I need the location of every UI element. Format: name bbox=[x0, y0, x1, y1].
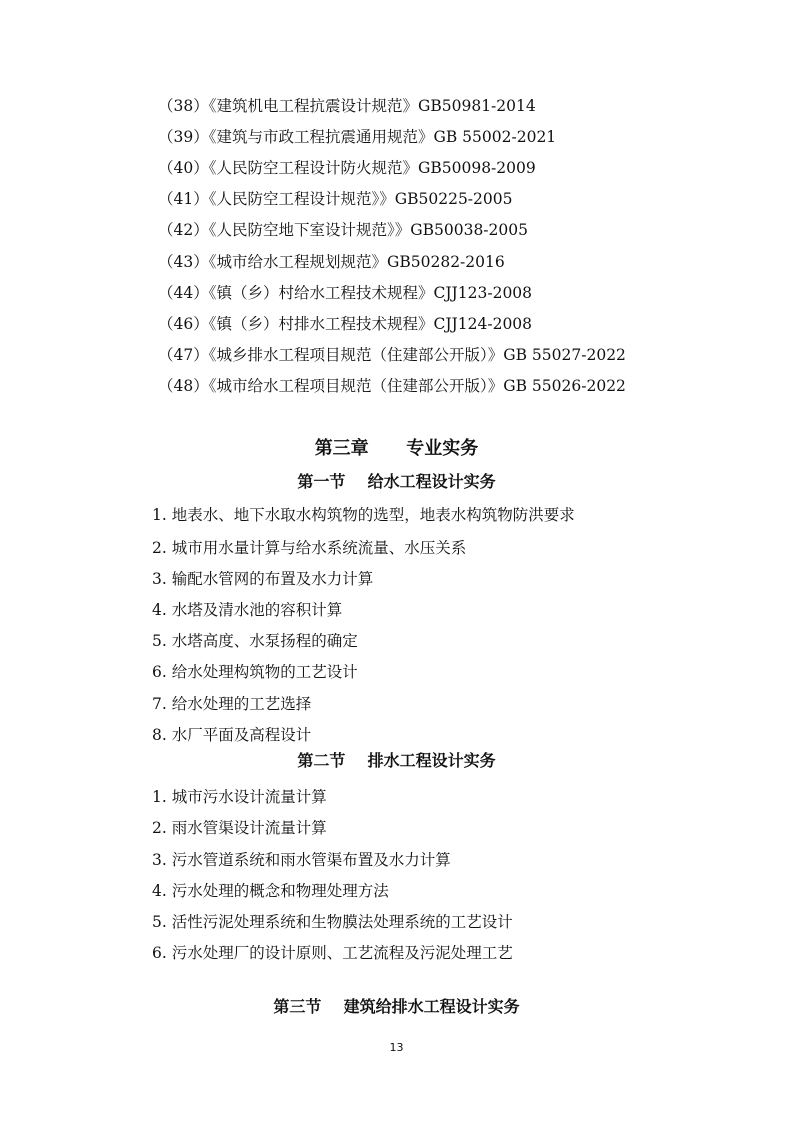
list-item: （41）《人民防空工程设计规范》》GB50225-2005 bbox=[158, 190, 513, 208]
list-item: （42）《人民防空地下室设计规范》》GB50038-2005 bbox=[158, 221, 528, 239]
list-item: 3. 污水管道系统和雨水管渠布置及水力计算 bbox=[152, 851, 451, 869]
list-item: 6. 给水处理构筑物的工艺设计 bbox=[152, 663, 358, 681]
list-item: 1. 地表水、地下水取水构筑物的选型，地表水构筑物防洪要求 bbox=[152, 506, 575, 524]
list-item: （39）《建筑与市政工程抗震通用规范》GB 55002-2021 bbox=[158, 128, 557, 146]
list-item: 8. 水厂平面及高程设计 bbox=[152, 726, 312, 744]
list-item: 6. 污水处理厂的设计原则、工艺流程及污泥处理工艺 bbox=[152, 944, 513, 962]
list-item: （47）《城乡排水工程项目规范（住建部公开版）》GB 55027-2022 bbox=[158, 346, 626, 364]
list-item: 5. 活性污泥处理系统和生物膜法处理系统的工艺设计 bbox=[152, 913, 513, 931]
chapter-title: 第三章 专业实务 bbox=[314, 438, 479, 459]
list-item: （43）《城市给水工程规划规范》GB50282-2016 bbox=[158, 253, 505, 271]
list-item: （44）《镇（乡）村给水工程技术规程》CJJ123-2008 bbox=[158, 284, 533, 302]
section-title-3: 第三节 建筑给排水工程设计实务 bbox=[273, 997, 520, 1016]
list-item: 4. 水塔及清水池的容积计算 bbox=[152, 601, 343, 619]
list-item: 2. 城市用水量计算与给水系统流量、水压关系 bbox=[152, 539, 467, 557]
list-item: 2. 雨水管渠设计流量计算 bbox=[152, 819, 327, 837]
list-item: 5. 水塔高度、水泵扬程的确定 bbox=[152, 632, 358, 650]
list-item: 4. 污水处理的概念和物理处理方法 bbox=[152, 882, 389, 900]
list-item: 7. 给水处理的工艺选择 bbox=[152, 695, 312, 713]
section-title-1: 第一节 给水工程设计实务 bbox=[297, 472, 496, 491]
list-item: 3. 输配水管网的布置及水力计算 bbox=[152, 570, 374, 588]
list-item: （40）《人民防空工程设计防火规范》GB50098-2009 bbox=[158, 159, 536, 177]
section-title-2: 第二节 排水工程设计实务 bbox=[297, 751, 496, 770]
list-item: 1. 城市污水设计流量计算 bbox=[152, 788, 327, 806]
list-item: （38）《建筑机电工程抗震设计规范》GB50981-2014 bbox=[158, 97, 536, 115]
list-item: （46）《镇（乡）村排水工程技术规程》CJJ124-2008 bbox=[158, 315, 533, 333]
list-item: （48）《城市给水工程项目规范（住建部公开版）》GB 55026-2022 bbox=[158, 377, 626, 395]
page-number: 13 bbox=[389, 1041, 404, 1054]
